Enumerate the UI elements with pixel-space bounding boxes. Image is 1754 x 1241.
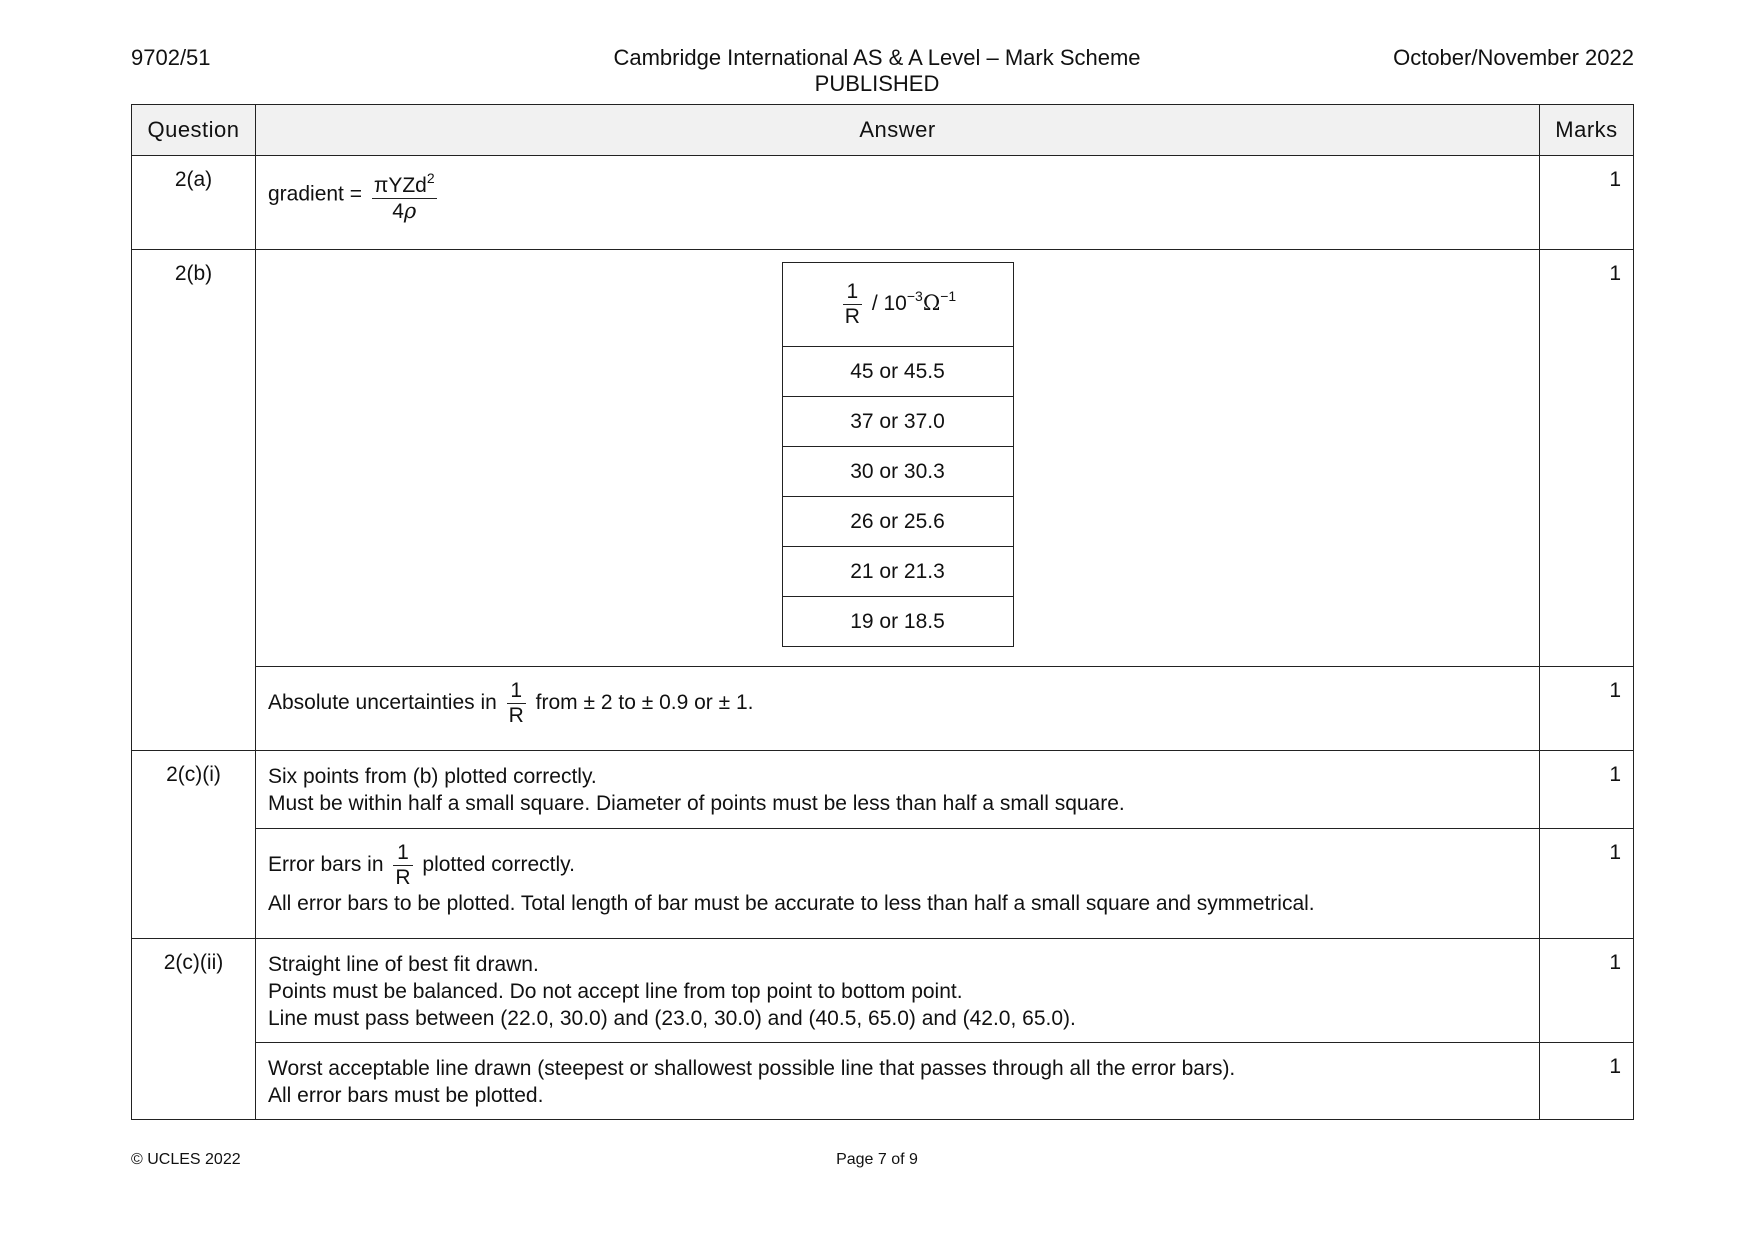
inner-row — [782, 497, 1013, 547]
table-header-row — [132, 105, 1634, 156]
answer-cell — [256, 829, 1540, 939]
one-over-r-fraction — [393, 841, 412, 890]
reciprocal-resistance-table — [782, 262, 1014, 647]
fraction-numerator: 1 — [846, 280, 859, 303]
table-row — [132, 1043, 1634, 1120]
uncertainty-suffix: from ± 2 to ± 0.9 or ± 1. — [535, 691, 754, 715]
answer-line: Six points from (b) plotted correctly. — [268, 765, 597, 788]
question-number: 2(a) — [132, 156, 256, 250]
inner-row — [782, 547, 1013, 597]
page-number: Page 7 of 9 — [836, 1151, 918, 1168]
published-label: PUBLISHED — [814, 71, 940, 96]
answer-line: All error bars to be plotted. Total length of bar must be accurate to less than half a small square and symmetrical. — [268, 892, 1315, 915]
ohm-exponent: −1 — [940, 288, 957, 305]
numerator-text: πYZd — [373, 174, 427, 197]
exam-session: October/November 2022 — [1393, 45, 1634, 70]
marks-value: 1 — [1540, 829, 1634, 939]
gradient-fraction — [372, 166, 437, 224]
fraction-numerator: 1 — [510, 679, 523, 702]
inner-header-row — [782, 263, 1013, 347]
marks-value: 1 — [1540, 667, 1634, 751]
answer-line: Points must be balanced. Do not accept line from top point to bottom point. — [268, 980, 963, 1003]
fraction-numerator — [372, 166, 437, 198]
marks-value: 1 — [1540, 751, 1634, 829]
numerator-exponent: 2 — [426, 170, 435, 186]
inner-value: 30 or 30.3 — [782, 447, 1013, 497]
fraction-denominator — [372, 198, 437, 224]
marks-value: 1 — [1540, 939, 1634, 1043]
marks-value: 1 — [1540, 156, 1634, 250]
answer-cell — [256, 156, 1540, 250]
fraction-denominator: R — [508, 704, 524, 727]
answer-line: All error bars must be plotted. — [268, 1084, 544, 1107]
mark-scheme-table — [131, 104, 1634, 1120]
marks-value: 1 — [1540, 250, 1634, 667]
inner-row — [782, 397, 1013, 447]
answer-cell — [256, 250, 1540, 667]
inner-value: 19 or 18.5 — [782, 597, 1013, 647]
inner-row — [782, 597, 1013, 647]
table-row — [132, 250, 1634, 667]
fraction-denominator: R — [844, 305, 860, 328]
table-row — [132, 667, 1634, 751]
question-number: 2(c)(i) — [132, 751, 256, 939]
question-column-header: Question — [132, 105, 256, 156]
table-row — [132, 939, 1634, 1043]
ohm-symbol: Ω — [922, 291, 941, 316]
copyright-notice: © UCLES 2022 — [131, 1151, 241, 1168]
answer-line — [268, 841, 1527, 890]
answer-line: Must be within half a small square. Diameter of points must be less than half a small square. — [268, 792, 1125, 815]
question-number: 2(b) — [132, 250, 256, 751]
answer-cell — [256, 751, 1540, 829]
answer-cell — [256, 667, 1540, 751]
unit-label — [871, 288, 957, 316]
inner-row — [782, 447, 1013, 497]
error-bars-prefix: Error bars in — [268, 853, 384, 877]
answer-line: Line must pass between (22.0, 30.0) and (23.0, 30.0) and (40.5, 65.0) and (42.0, 65.0). — [268, 1007, 1076, 1030]
fraction-denominator: R — [395, 866, 411, 889]
gradient-label: gradient = — [268, 182, 362, 206]
marks-column-header: Marks — [1540, 105, 1634, 156]
one-over-r-fraction — [843, 280, 862, 329]
inner-value: 21 or 21.3 — [782, 547, 1013, 597]
table-row — [132, 156, 1634, 250]
uncertainty-prefix: Absolute uncertainties in — [268, 691, 497, 715]
table-row — [132, 829, 1634, 939]
answer-column-header: Answer — [256, 105, 1540, 156]
inner-value: 26 or 25.6 — [782, 497, 1013, 547]
inner-value: 45 or 45.5 — [782, 347, 1013, 397]
table-row — [132, 751, 1634, 829]
error-bars-suffix: plotted correctly. — [422, 853, 575, 877]
unit-base: / 10 — [871, 292, 907, 316]
unit-exponent: −3 — [906, 288, 923, 305]
answer-line: Straight line of best fit drawn. — [268, 953, 539, 976]
inner-value: 37 or 37.0 — [782, 397, 1013, 447]
rho-symbol: ρ — [403, 199, 417, 223]
title-line: Cambridge International AS & A Level – Mark Scheme — [613, 45, 1141, 70]
answer-line: Worst acceptable line drawn (steepest or shallowest possible line that passes through all the error bars). — [268, 1057, 1236, 1080]
inner-header-cell — [782, 263, 1013, 347]
inner-row — [782, 347, 1013, 397]
denominator-digit: 4 — [392, 200, 404, 223]
question-number: 2(c)(ii) — [132, 939, 256, 1120]
marks-value: 1 — [1540, 1043, 1634, 1120]
answer-cell — [256, 1043, 1540, 1120]
one-over-r-fraction — [507, 679, 526, 728]
fraction-numerator: 1 — [397, 841, 409, 864]
paper-code: 9702/51 — [131, 45, 211, 70]
answer-cell — [256, 939, 1540, 1043]
